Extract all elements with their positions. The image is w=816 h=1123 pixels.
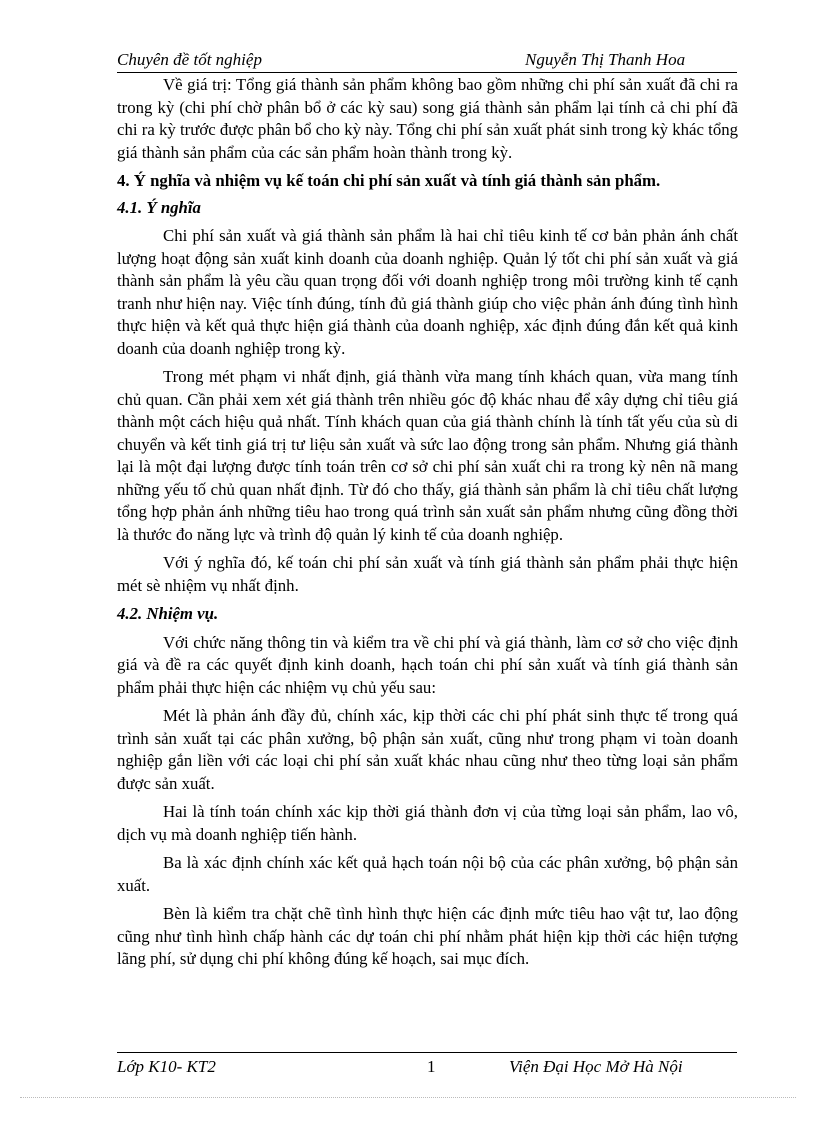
page-header	[117, 50, 737, 73]
paragraph: Trong mét phạm vi nhất định, giá thành vừa mang tính khách quan, vừa mang tính chủ quan. Cần phải xem xét giá thành trên nhiều góc độ khác nhau để xây dựng chỉ tiêu giá thành một cách hiệu quả nhất. Tính khách quan của giá thành chính là tính tất yếu của sù di chuyển và kết tinh giá trị tư liệu sản xuất và sức lao động trong sản phẩm. Nhưng giá thành lại là một đại lượng được tính toán trên cơ sở chi phí sản xuất chi ra trong kỳ nên nã mang những yếu tố chủ quan nhất định. Từ đó cho thấy, giá thành sản phẩm là chỉ tiêu chất lượng tổng hợp phản ánh những tiêu hao trong quá trình sản xuất sản phẩm nhưng cũng đồng thời là thước đo năng lực và trình độ quản lý kinh tế của doanh nghiệp.	[117, 367, 738, 544]
page-number: 1	[427, 1057, 436, 1076]
footer-institution: Viện Đại Học Mở Hà Nội	[509, 1057, 683, 1076]
footer-class: Lớp K10- KT2	[117, 1057, 216, 1076]
paragraph: Bèn là kiểm tra chặt chẽ tình hình thực hiện các định mức tiêu hao vật tư, lao động cũng như tình hình chấp hành các dự toán chi phí nhằm phát hiện kịp thời các hiện tượng lãng phí, sử dụng chi phí không đúng kế hoạch, sai mục đích.	[117, 904, 738, 968]
paragraph: Với chức năng thông tin và kiểm tra về chi phí và giá thành, làm cơ sở cho việc định giá và đề ra các quyết định kinh doanh, hạch toán chi phí sản xuất và tính giá thành sản phẩm phải thực hiện các nhiệm vụ chủ yếu sau:	[117, 632, 738, 697]
paragraph: Mét là phản ánh đầy đủ, chính xác, kịp thời các chi phí phát sinh thực tế trong quá trình sản xuất tại các phân xưởng, bộ phận sản xuất, cũng như trong phạm vi toàn doanh nghiệp gắn liền với các loại chi phí sản xuất khác nhau cũng như theo từng loại sản phẩm được sản xuất.	[117, 706, 738, 793]
header-document-type: Chuyên đề tốt nghiệp	[117, 50, 262, 69]
header-author: Nguyễn Thị Thanh Hoa	[525, 50, 686, 69]
page-bottom-divider	[20, 1097, 796, 1098]
paragraph: Chi phí sản xuất và giá thành sản phẩm là hai chỉ tiêu kinh tế cơ bản phản ánh chất lượng hoạt động sản xuất kinh doanh của doanh nghiệp. Quản lý tốt chi phí sản xuất và giá thành sản phẩm là yêu cầu quan trọng đối với doanh nghiệp trong môi trường kinh tế cạnh tranh như hiện nay. Việc tính đúng, tính đủ giá thành giúp cho việc phản ánh đúng tình hình thực hiện và kết quả thực hiện giá thành của doanh nghiệp, xác định đúng đắn kết quả kinh doanh của doanh nghiệp trong kỳ.	[117, 226, 738, 358]
paragraph: Với ý nghĩa đó, kế toán chi phí sản xuất và tính giá thành sản phẩm phải thực hiện mét sè nhiệm vụ nhất định.	[117, 553, 738, 595]
paragraph-intro: Về giá trị: Tổng giá thành sản phẩm không bao gồm những chi phí sản xuất đã chi ra trong kỳ (chi phí chờ phân bổ ở các kỳ sau) song giá thành sản phẩm lại tính cả chi phí đã chi ra kỳ trước được phân bổ cho kỳ này. Tổng chi phí sản xuất phát sinh trong kỳ khác tổng giá thành sản phẩm của các sản phẩm hoàn thành trong kỳ.	[117, 75, 738, 162]
subsection-heading-4-1: 4.1. Ý nghĩa	[117, 197, 201, 217]
paragraph: Hai là tính toán chính xác kịp thời giá thành đơn vị của từng loại sản phẩm, lao vô, dịch vụ mà doanh nghiệp tiến hành.	[117, 802, 738, 844]
section-heading-4: 4. Ý nghĩa và nhiệm vụ kế toán chi phí sản xuất và tính giá thành sản phẩm.	[117, 171, 661, 190]
page-footer	[117, 1052, 737, 1077]
subsection-heading-4-2: 4.2. Nhiệm vụ.	[117, 604, 219, 623]
page-body	[117, 74, 738, 977]
paragraph: Ba là xác định chính xác kết quả hạch toán nội bộ của các phân xưởng, bộ phận sản xuất.	[117, 853, 738, 895]
